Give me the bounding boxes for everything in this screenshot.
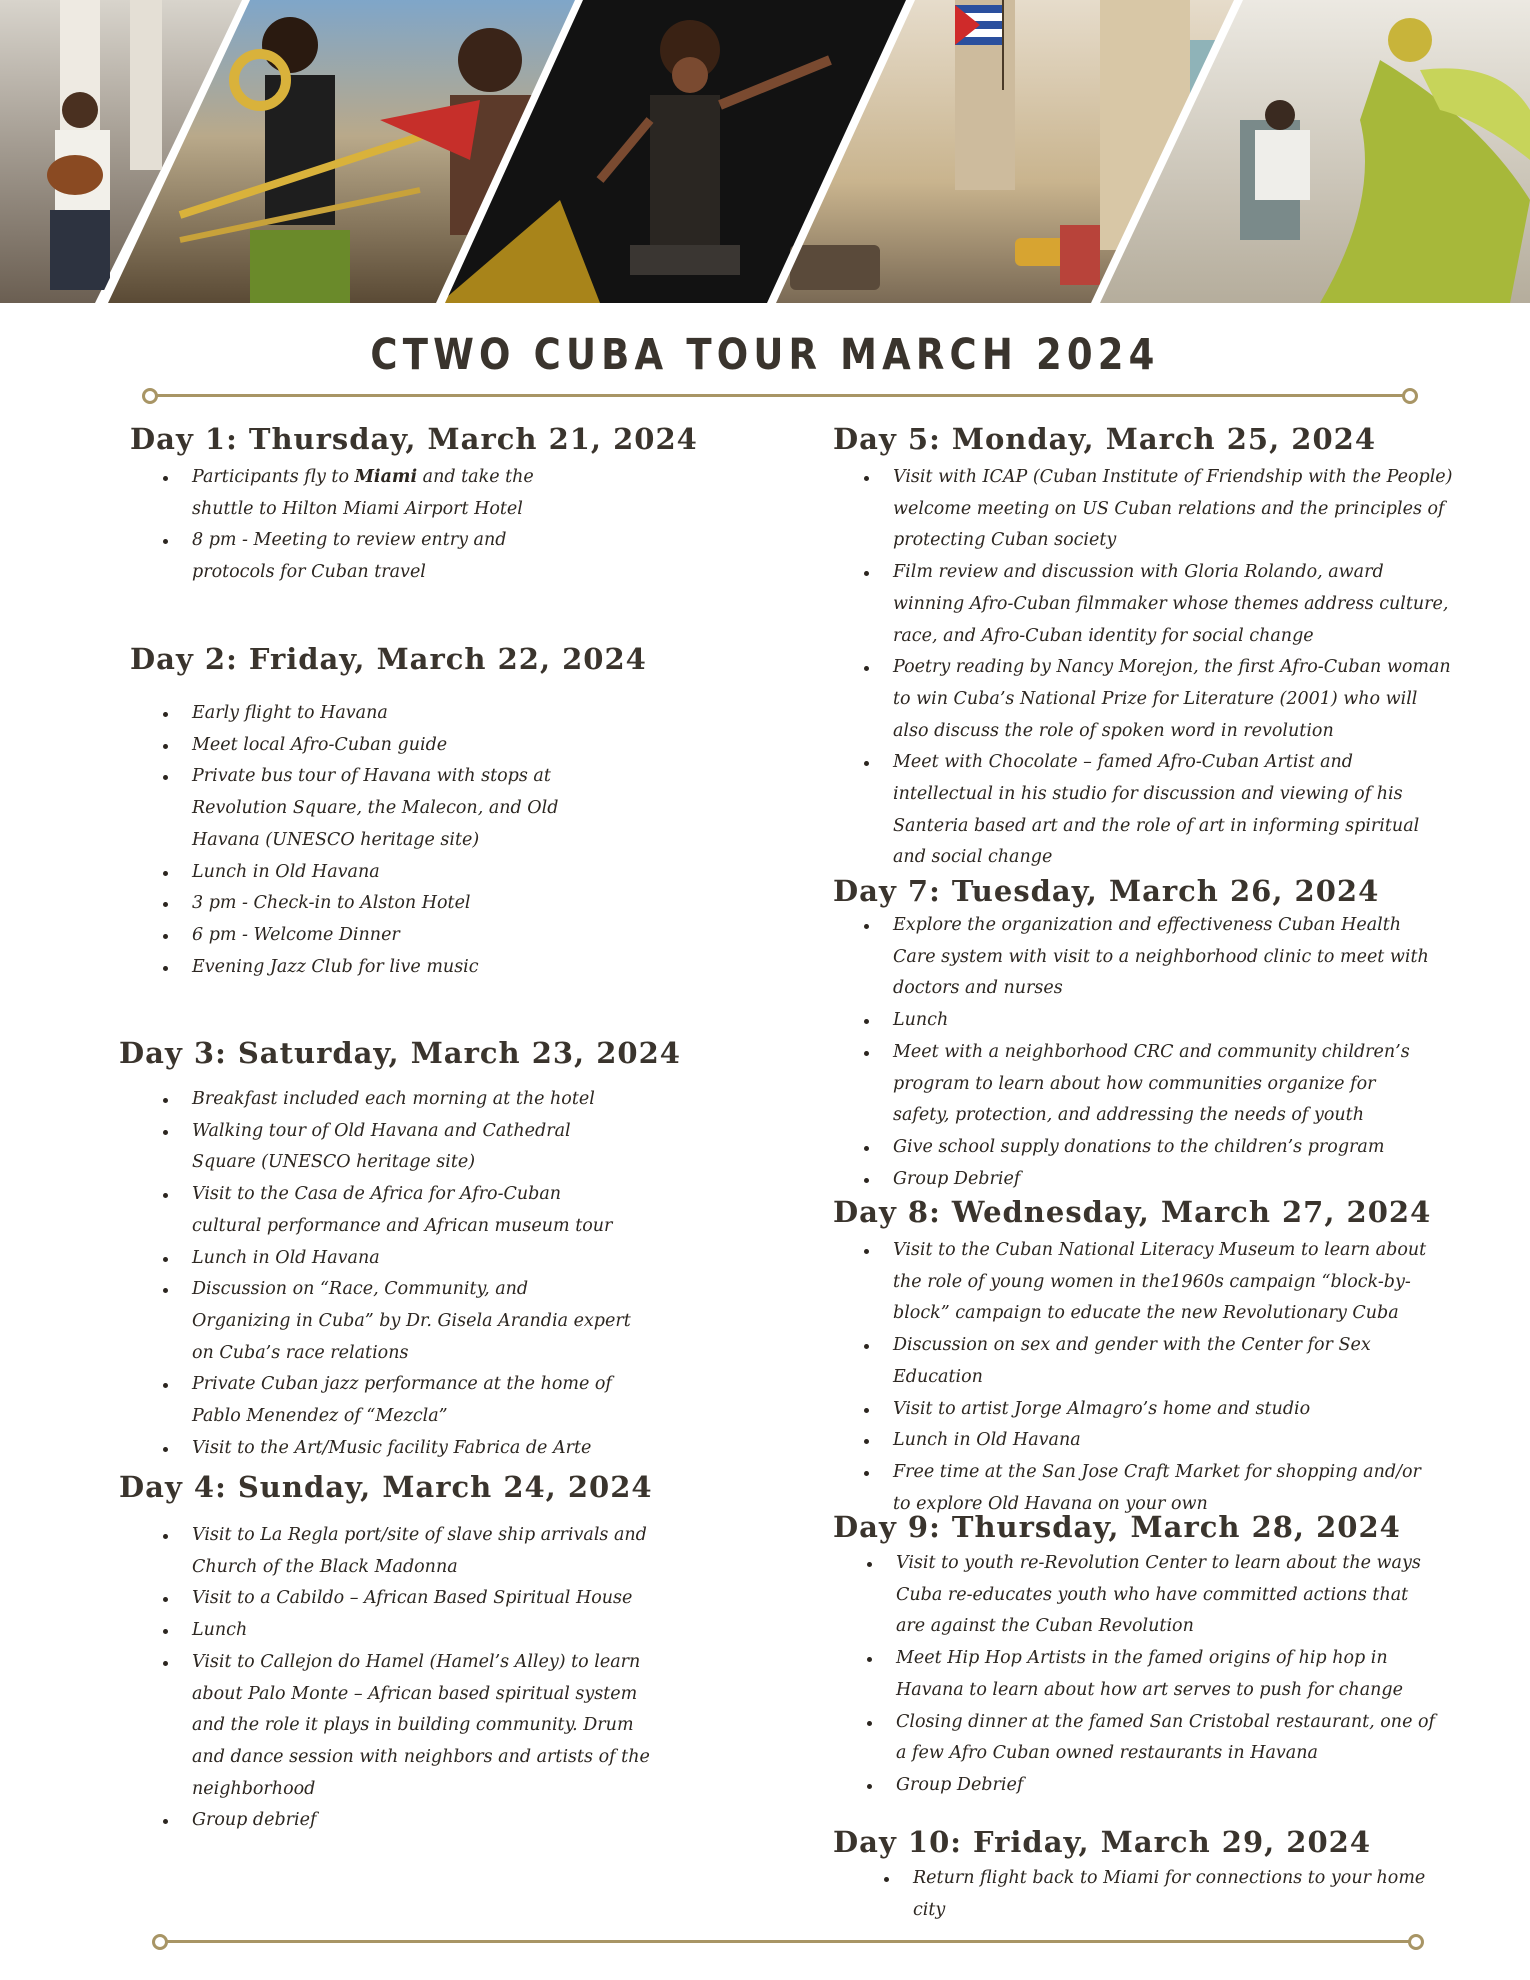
footer-divider <box>152 1931 1424 1951</box>
list-item: Visit to youth re-Revolution Center to learn about the ways Cuba re-educates youth who have committed actions that are against the Cuban Revolution <box>866 1548 1436 1643</box>
list-item: Explore the organization and effectiveness Cuban Health Care system with visit to a neighborhood clinic to meet with doctors and nurses <box>863 910 1433 1005</box>
list-item: Meet Hip Hop Artists in the famed origins of hip hop in Havana to learn about how art serves to push for change <box>866 1643 1436 1706</box>
list-item: Lunch in Old Havana <box>863 1425 1433 1457</box>
photo-collage <box>0 0 1530 303</box>
day-2-section <box>130 642 690 983</box>
day-4-list <box>162 1520 652 1837</box>
day-9-list <box>866 1548 1436 1802</box>
day-4-section <box>119 1470 699 1837</box>
list-item: Visit to La Regla port/site of slave ship arrivals and Church of the Black Madonna <box>162 1520 652 1583</box>
list-item: Visit to Callejon do Hamel (Hamel’s Alley) to learn about Palo Monte – African based spiritual system and the role it plays in building community. Drum and dance session with neighbors and artists of the neighborhood <box>162 1647 652 1806</box>
list-item: Free time at the San Jose Craft Market for shopping and/or to explore Old Havana on your own <box>863 1457 1433 1520</box>
day-5-heading: Day 5: Monday, March 25, 2024 <box>833 422 1376 456</box>
day-7-section <box>833 874 1453 1195</box>
list-item: Group debrief <box>162 1805 652 1837</box>
list-item: Visit to artist Jorge Almagro’s home and studio <box>863 1394 1433 1426</box>
list-item: Group Debrief <box>866 1770 1436 1802</box>
list-item: 8 pm - Meeting to review entry and protocols for Cuban travel <box>162 525 582 588</box>
day-7-heading: Day 7: Tuesday, March 26, 2024 <box>833 874 1380 908</box>
list-item: Visit to the Cuban National Literacy Museum to learn about the role of young women in the1960s campaign “block-by-block” campaign to educate the new Revolutionary Cuba <box>863 1235 1433 1330</box>
day-8-heading: Day 8: Wednesday, March 27, 2024 <box>833 1195 1432 1229</box>
day-10-list <box>883 1863 1443 1926</box>
day-5-section <box>833 422 1453 874</box>
list-item: Meet with a neighborhood CRC and community children’s program to learn about how communities organize for safety, protection, and addressing the needs of youth <box>863 1037 1433 1132</box>
day-10-heading: Day 10: Friday, March 29, 2024 <box>833 1825 1372 1859</box>
list-item: Lunch <box>162 1615 652 1647</box>
list-item: Private bus tour of Havana with stops at Revolution Square, the Malecon, and Old Havana (UNESCO heritage site) <box>162 761 582 856</box>
day-3-heading: Day 3: Saturday, March 23, 2024 <box>119 1036 681 1070</box>
list-item: 6 pm - Welcome Dinner <box>162 920 582 952</box>
day-7-list <box>863 910 1433 1195</box>
list-item: Return flight back to Miami for connections to your home city <box>883 1863 1443 1926</box>
list-item: Early flight to Havana <box>162 698 582 730</box>
list-item: Participants fly to Miami and take the shuttle to Hilton Miami Airport Hotel <box>162 462 582 525</box>
list-item: Lunch <box>863 1005 1433 1037</box>
list-item: Poetry reading by Nancy Morejon, the first Afro-Cuban woman to win Cuba’s National Prize for Literature (2001) who will also discuss the role of spoken word in revolution <box>863 652 1453 747</box>
list-item: Lunch in Old Havana <box>162 857 582 889</box>
day-1-heading: Day 1: Thursday, March 21, 2024 <box>130 422 698 456</box>
list-item: Meet with Chocolate – famed Afro-Cuban Artist and intellectual in his studio for discussion and viewing of his Santeria based art and the role of art in informing spiritual and social change <box>863 747 1453 874</box>
list-item: Lunch in Old Havana <box>162 1243 632 1275</box>
list-item: Give school supply donations to the children’s program <box>863 1132 1433 1164</box>
day-3-section <box>119 1036 699 1464</box>
title-divider <box>142 385 1418 405</box>
day-8-list <box>863 1235 1433 1520</box>
list-item: Discussion on sex and gender with the Center for Sex Education <box>863 1330 1433 1393</box>
list-item: Discussion on “Race, Community, and Organizing in Cuba” by Dr. Gisela Arandia expert on Cuba’s race relations <box>162 1274 632 1369</box>
list-item: Closing dinner at the famed San Cristobal restaurant, one of a few Afro Cuban owned restaurants in Havana <box>866 1707 1436 1770</box>
day-4-heading: Day 4: Sunday, March 24, 2024 <box>119 1470 653 1504</box>
day-10-section <box>833 1825 1453 1926</box>
list-item: Film review and discussion with Gloria Rolando, award winning Afro-Cuban filmmaker whose themes address culture, race, and Afro-Cuban identity for social change <box>863 557 1453 652</box>
day-9-heading: Day 9: Thursday, March 28, 2024 <box>833 1510 1401 1544</box>
list-item: Visit with ICAP (Cuban Institute of Friendship with the People) welcome meeting on US Cuban relations and the principles of protecting Cuban society <box>863 462 1453 557</box>
day-8-section <box>833 1195 1453 1520</box>
list-item: Walking tour of Old Havana and Cathedral Square (UNESCO heritage site) <box>162 1116 632 1179</box>
day-2-heading: Day 2: Friday, March 22, 2024 <box>130 642 647 676</box>
day-1-section <box>130 422 698 589</box>
photo-banner <box>0 0 1530 303</box>
day-2-list <box>162 698 582 983</box>
list-item: Evening Jazz Club for live music <box>162 952 582 984</box>
list-item: 3 pm - Check-in to Alston Hotel <box>162 888 582 920</box>
day-5-list <box>863 462 1453 874</box>
list-item: Meet local Afro-Cuban guide <box>162 730 582 762</box>
day-3-list <box>162 1084 632 1464</box>
list-item: Breakfast included each morning at the hotel <box>162 1084 632 1116</box>
day-9-section <box>833 1510 1453 1802</box>
list-item: Visit to a Cabildo – African Based Spiritual House <box>162 1583 652 1615</box>
list-item: Visit to the Casa de Africa for Afro-Cuban cultural performance and African museum tour <box>162 1179 632 1242</box>
list-item: Group Debrief <box>863 1164 1433 1196</box>
page-title: CTWO CUBA TOUR MARCH 2024 <box>370 330 1160 380</box>
list-item: Visit to the Art/Music facility Fabrica de Arte <box>162 1433 632 1465</box>
list-item: Private Cuban jazz performance at the home of Pablo Menendez of “Mezcla” <box>162 1369 632 1432</box>
day-1-list <box>162 462 582 589</box>
